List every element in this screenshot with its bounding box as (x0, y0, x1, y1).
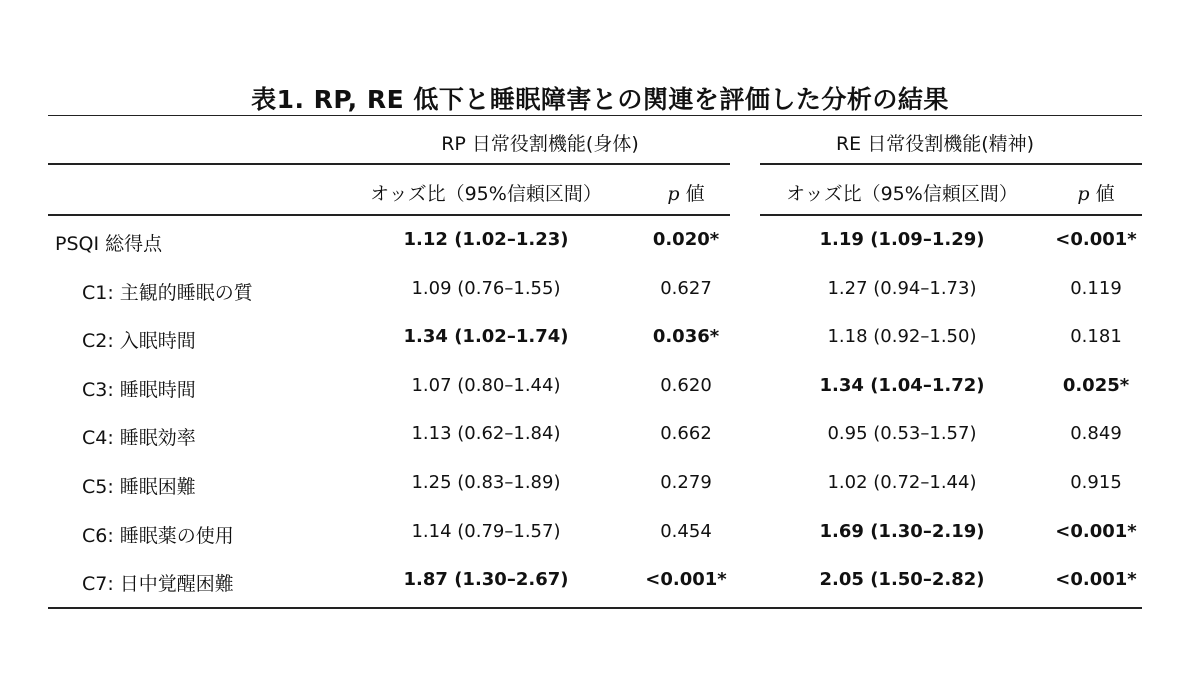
rp-p-suffix: 値 (685, 183, 705, 205)
re-odds-ratio: 1.27 (0.94–1.73) (827, 278, 977, 299)
row-label: C5: 睡眠困難 (82, 476, 196, 498)
header-rule-left (48, 214, 730, 216)
group-header-re: RE 日常役割機能(精神) (835, 133, 1035, 155)
rp-or-header: オッズ比（95%信頼区間） (370, 183, 602, 205)
rp-p-value: 0.279 (660, 472, 712, 493)
rp-p-value: 0.454 (660, 521, 712, 542)
re-odds-ratio: 1.02 (0.72–1.44) (827, 472, 977, 493)
re-odds-ratio: 1.34 (1.04–1.72) (819, 375, 985, 396)
re-p-value: <0.001* (1055, 569, 1137, 590)
row-label: C3: 睡眠時間 (82, 379, 196, 401)
re-p-value: 0.025* (1062, 375, 1130, 396)
row-label: C4: 睡眠効率 (82, 427, 196, 449)
re-p-header (1048, 179, 1144, 206)
group-rule-left (48, 163, 730, 165)
rp-odds-ratio: 1.87 (1.30–2.67) (403, 569, 569, 590)
rp-p-value: 0.020* (652, 229, 720, 250)
row-label: C1: 主観的睡眠の質 (82, 282, 253, 304)
re-p-suffix: 値 (1095, 183, 1115, 205)
re-p-value: 0.119 (1070, 278, 1122, 299)
rp-odds-ratio: 1.34 (1.02–1.74) (403, 326, 569, 347)
rp-p-value: 0.662 (660, 423, 712, 444)
rp-p-value: 0.627 (660, 278, 712, 299)
re-p-value: <0.001* (1055, 229, 1137, 250)
top-rule (48, 115, 1142, 116)
rp-p-value: 0.036* (652, 326, 720, 347)
group-header-rp: RP 日常役割機能(身体) (441, 133, 639, 155)
re-or-header: オッズ比（95%信頼区間） (786, 183, 1018, 205)
rp-odds-ratio: 1.09 (0.76–1.55) (411, 278, 561, 299)
re-p-symbol: p (1077, 183, 1090, 205)
rp-p-header (636, 179, 736, 206)
header-rule-right (760, 214, 1142, 216)
table-title: 表1. RP, RE 低下と睡眠障害との関連を評価した分析の結果 (251, 85, 949, 114)
row-label: C2: 入眠時間 (82, 330, 196, 352)
re-p-value: 0.849 (1070, 423, 1122, 444)
row-label: C6: 睡眠薬の使用 (82, 525, 234, 547)
re-odds-ratio: 2.05 (1.50–2.82) (819, 569, 985, 590)
group-rule-right (760, 163, 1142, 165)
re-odds-ratio: 0.95 (0.53–1.57) (827, 423, 977, 444)
rp-p-symbol: p (667, 183, 680, 205)
re-p-value: <0.001* (1055, 521, 1137, 542)
re-odds-ratio: 1.18 (0.92–1.50) (827, 326, 977, 347)
rp-odds-ratio: 1.07 (0.80–1.44) (411, 375, 561, 396)
rp-odds-ratio: 1.14 (0.79–1.57) (411, 521, 561, 542)
re-odds-ratio: 1.19 (1.09–1.29) (819, 229, 985, 250)
rp-odds-ratio: 1.25 (0.83–1.89) (411, 472, 561, 493)
rp-p-value: 0.620 (660, 375, 712, 396)
re-p-value: 0.181 (1070, 326, 1122, 347)
re-p-value: 0.915 (1070, 472, 1122, 493)
rp-odds-ratio: 1.13 (0.62–1.84) (411, 423, 561, 444)
re-odds-ratio: 1.69 (1.30–2.19) (819, 521, 985, 542)
bottom-rule (48, 607, 1142, 609)
row-label: PSQI 総得点 (55, 233, 163, 255)
rp-odds-ratio: 1.12 (1.02–1.23) (403, 229, 569, 250)
row-label: C7: 日中覚醒困難 (82, 573, 234, 595)
rp-p-value: <0.001* (645, 569, 727, 590)
